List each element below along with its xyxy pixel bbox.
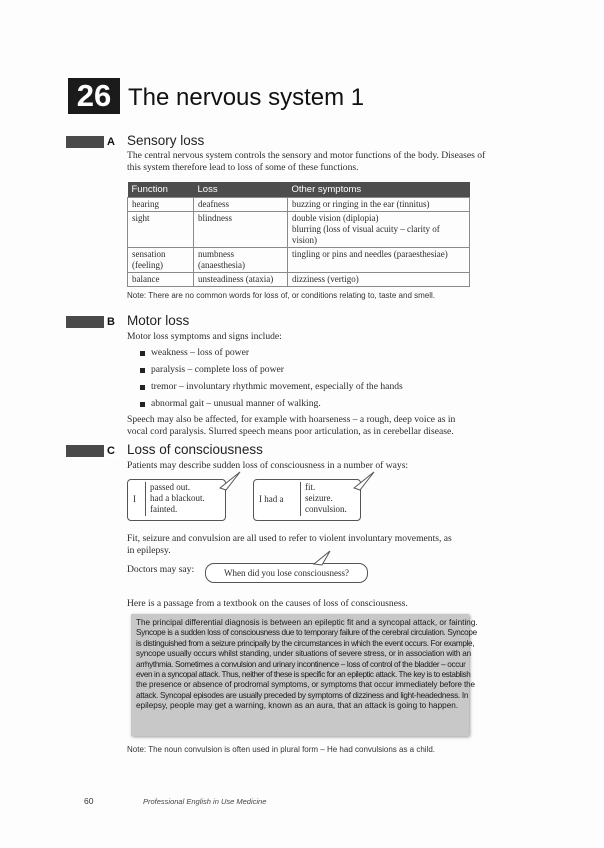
section-b-speech	[127, 414, 455, 437]
table-cell: sight	[128, 212, 194, 248]
passage-line: epilepsy, people may get a warning, known as an aura, that an attack is going to happen.	[136, 701, 459, 711]
passage-line: the presence or absence of prodromal symptoms, or symptoms that occur immediately before the	[136, 680, 475, 690]
fit-definition-line: in epilepsy.	[127, 544, 171, 556]
bubble-tail	[352, 470, 378, 492]
doctors-label: Doctors may say:	[127, 564, 195, 575]
passage-line: The principal differential diagnosis is between an epileptic fit and a syncopal attack, or fainting.	[136, 618, 478, 627]
fit-definition	[127, 533, 452, 556]
table-row	[128, 198, 470, 212]
fit-definition-line: Fit, seizure and convulsion are all used to refer to violent involuntary movements, as	[127, 533, 452, 544]
bullet-item: weakness – loss of power	[151, 347, 250, 358]
table-cell: numbness (anaesthesia)	[194, 248, 288, 273]
passage-line: arrhythmia. Sometimes a convulsion and urinary incontinence – loss of control of the bladder – occur	[136, 659, 466, 669]
section-c-title: Loss of consciousness	[127, 442, 263, 457]
textbook-passage	[131, 614, 478, 736]
table-cell: blindness	[194, 212, 288, 248]
bullet-item: paralysis – complete loss of power	[151, 364, 284, 375]
table-row	[128, 212, 470, 248]
table-header-cell: Loss	[194, 182, 288, 198]
function-table	[127, 182, 470, 287]
section-a-letter: A	[104, 135, 118, 149]
table-cell	[288, 212, 470, 248]
speech-bubble-fit	[253, 479, 361, 521]
table-header-cell: Function	[128, 182, 194, 198]
bullet-item: tremor – involuntary rhythmic movement, especially of the hands	[151, 381, 403, 392]
section-b-letter: B	[104, 315, 118, 329]
bullet-marker	[140, 368, 145, 373]
section-b-title: Motor loss	[127, 313, 190, 328]
bubble-option: seizure.	[305, 493, 333, 503]
book-title: Professional English in Use Medicine	[143, 797, 267, 806]
section-c-letter: C	[104, 444, 118, 458]
table-cell: hearing	[128, 198, 194, 212]
section-b-speech-line: Speech may also be affected, for example with hoarseness – a rough, deep voice as in	[127, 414, 456, 425]
bubble-option: fit.	[305, 482, 316, 492]
doctor-speech-bubble: When did you lose consciousness?	[205, 563, 368, 583]
section-b-intro: Motor loss symptoms and signs include:	[127, 331, 282, 342]
table-cell: buzzing or ringing in the ear (tinnitus)	[288, 198, 470, 212]
bubble-option: had a blackout.	[150, 493, 205, 503]
section-a-intro-line: this system therefore lead to loss of some of these functions.	[127, 161, 359, 173]
passage-text	[131, 614, 478, 716]
table-row	[128, 248, 470, 273]
bullet-item: abnormal gait – unusual manner of walking.	[151, 398, 321, 409]
passage-intro: Here is a passage from a textbook on the causes of loss of consciousness.	[127, 598, 408, 609]
section-a-title: Sensory loss	[127, 133, 205, 148]
bubble-prefix: I had a	[259, 494, 284, 504]
table-cell-line: blurring (loss of visual acuity – clarity of vision)	[292, 224, 440, 245]
bubble-options	[145, 482, 205, 516]
unit-title: The nervous system 1	[128, 84, 365, 111]
unit-number: 26	[68, 78, 120, 114]
bullet-marker	[140, 402, 145, 407]
section-a-intro-line: The central nervous system controls the sensory and motor functions of the body. Diseases of	[127, 150, 486, 161]
bullet-marker	[140, 385, 145, 390]
table-header-cell: Other symptoms	[288, 182, 470, 198]
bullet-marker	[140, 351, 145, 356]
table-cell: balance	[128, 273, 194, 287]
table-cell-line: double vision (diplopia)	[292, 213, 379, 223]
section-c-intro: Patients may describe sudden loss of consciousness in a number of ways:	[127, 460, 409, 471]
bubble-option: passed out.	[150, 482, 190, 492]
table-cell: deafness	[194, 198, 288, 212]
table-cell: unsteadiness (ataxia)	[194, 273, 288, 287]
section-a-intro	[127, 150, 487, 173]
bubble-prefix: I	[133, 494, 136, 504]
table-row	[128, 273, 470, 287]
bubble-options	[300, 482, 347, 516]
table-cell: tingling or pins and needles (paraesthesiae)	[288, 248, 470, 273]
table-header-row	[128, 182, 470, 198]
table-cell: sensation (feeling)	[128, 248, 194, 273]
passage-line: even in a syncopal attack. Thus, neither of these is specific for an epileptic attack. The key is to establish	[136, 670, 471, 680]
page-number: 60	[84, 796, 94, 806]
section-a-note: Note: There are no common words for loss of, or conditions relating to, taste and smell.	[127, 291, 435, 300]
bubble-tail	[312, 549, 334, 567]
bubble-option: convulsion.	[305, 504, 347, 514]
passage-line: attack. Syncopal episodes are usually preceded by symptoms of dizziness and light-headedness. In	[136, 690, 469, 700]
passage-line: Syncope is a sudden loss of consciousness due to temporary failure of the cerebral circulation. Syncope	[136, 628, 477, 638]
bubble-tail	[218, 470, 244, 492]
table-cell: dizziness (vertigo)	[288, 273, 470, 287]
section-c-note: Note: The noun convulsion is often used in plural form – He had convulsions as a child.	[127, 745, 436, 754]
passage-line: syncope usually occurs whilst standing, under situations of severe stress, or in association with an	[136, 649, 471, 659]
section-b-speech-line: vocal cord paralysis. Slurred speech means poor articulation, as in cerebellar disease.	[127, 425, 454, 437]
speech-bubble-passed-out	[127, 479, 226, 521]
bubble-option: fainted.	[150, 504, 178, 514]
passage-line: is distinguished from a seizure principally by the circumstances in which the event occurs. For example,	[136, 638, 475, 648]
